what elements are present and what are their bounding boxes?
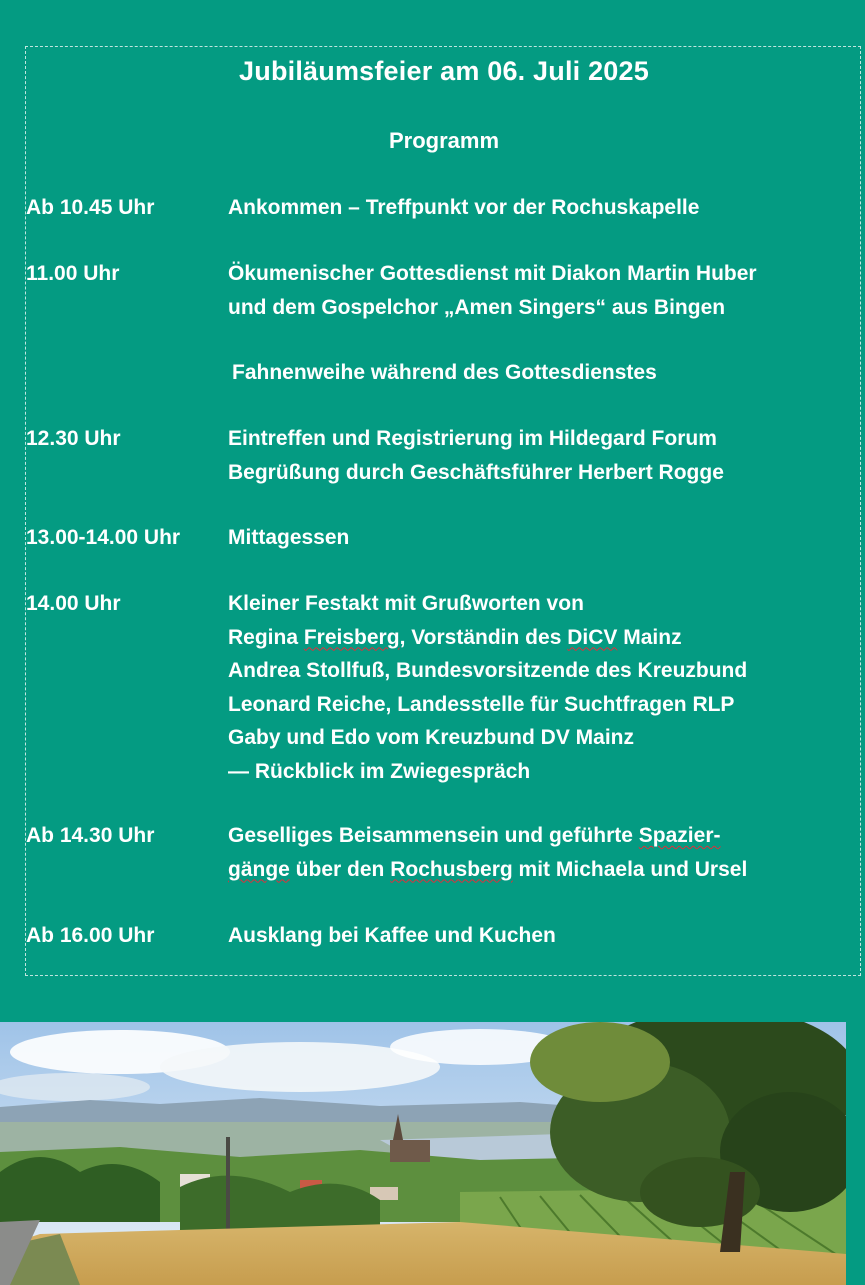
entry-line: Andrea Stollfuß, Bundesvorsitzende des Kreuzbund [228,659,748,682]
program-entry [232,356,657,390]
program-entry [228,422,724,489]
entry-line: Begrüßung durch Geschäftsführer Herbert Rogge [228,460,724,484]
program-entry [228,587,747,788]
entry-line: Geselliges Beisammensein und geführte Spazier- [228,824,721,847]
entry-line: — Rückblick im Zwiegespräch [228,759,531,783]
entry-line: Ausklang bei Kaffee und Kuchen [228,924,556,947]
program-entry [228,819,747,886]
spellcheck-word: DiCV [567,625,618,649]
entry-line: Kleiner Festakt mit Grußworten von [228,592,584,615]
program-entry [228,191,699,225]
entry-line: Eintreffen und Registrierung im Hildegard Forum [228,427,717,450]
entry-line: Ökumenischer Gottesdienst mit Diakon Martin Huber [228,262,757,285]
entry-line: Regina Freisberg, Vorständin des DiCV Mainz [228,625,682,649]
page-title: Jubiläumsfeier am 06. Juli 2025 [239,56,649,86]
time-label: Ab 14.30 Uhr [26,824,155,847]
time-label: Ab 16.00 Uhr [26,924,155,947]
landscape-photo [0,1022,846,1285]
time-label: 13.00-14.00 Uhr [26,526,181,549]
program-entry [228,257,757,324]
time-label: Ab 10.45 Uhr [26,196,155,219]
time-label: 12.30 Uhr [26,427,121,450]
program-heading: Programm [388,128,500,153]
spellcheck-word: gänge [228,857,290,881]
time-label: 11.00 Uhr [26,262,120,285]
entry-line: Mittagessen [228,526,350,549]
entry-line: gänge über den Rochusberg mit Michaela und Ursel [228,857,748,881]
spellcheck-word: Rochusberg [390,857,513,881]
time-label: 14.00 Uhr [26,592,121,615]
program-entry [228,521,349,555]
program-entry [228,919,556,953]
spellcheck-word: Spazier- [638,824,721,847]
spellcheck-word: Freisberg [303,625,400,649]
entry-line: Fahnenweihe während des Gottesdienstes [232,361,657,384]
entry-line: Ankommen – Treffpunkt vor der Rochuskapelle [228,196,700,219]
entry-line: Gaby und Edo vom Kreuzbund DV Mainz [228,726,635,749]
entry-line: und dem Gospelchor „Amen Singers“ aus Bingen [228,295,726,319]
entry-line: Leonard Reiche, Landesstelle für Suchtfragen RLP [228,692,735,716]
